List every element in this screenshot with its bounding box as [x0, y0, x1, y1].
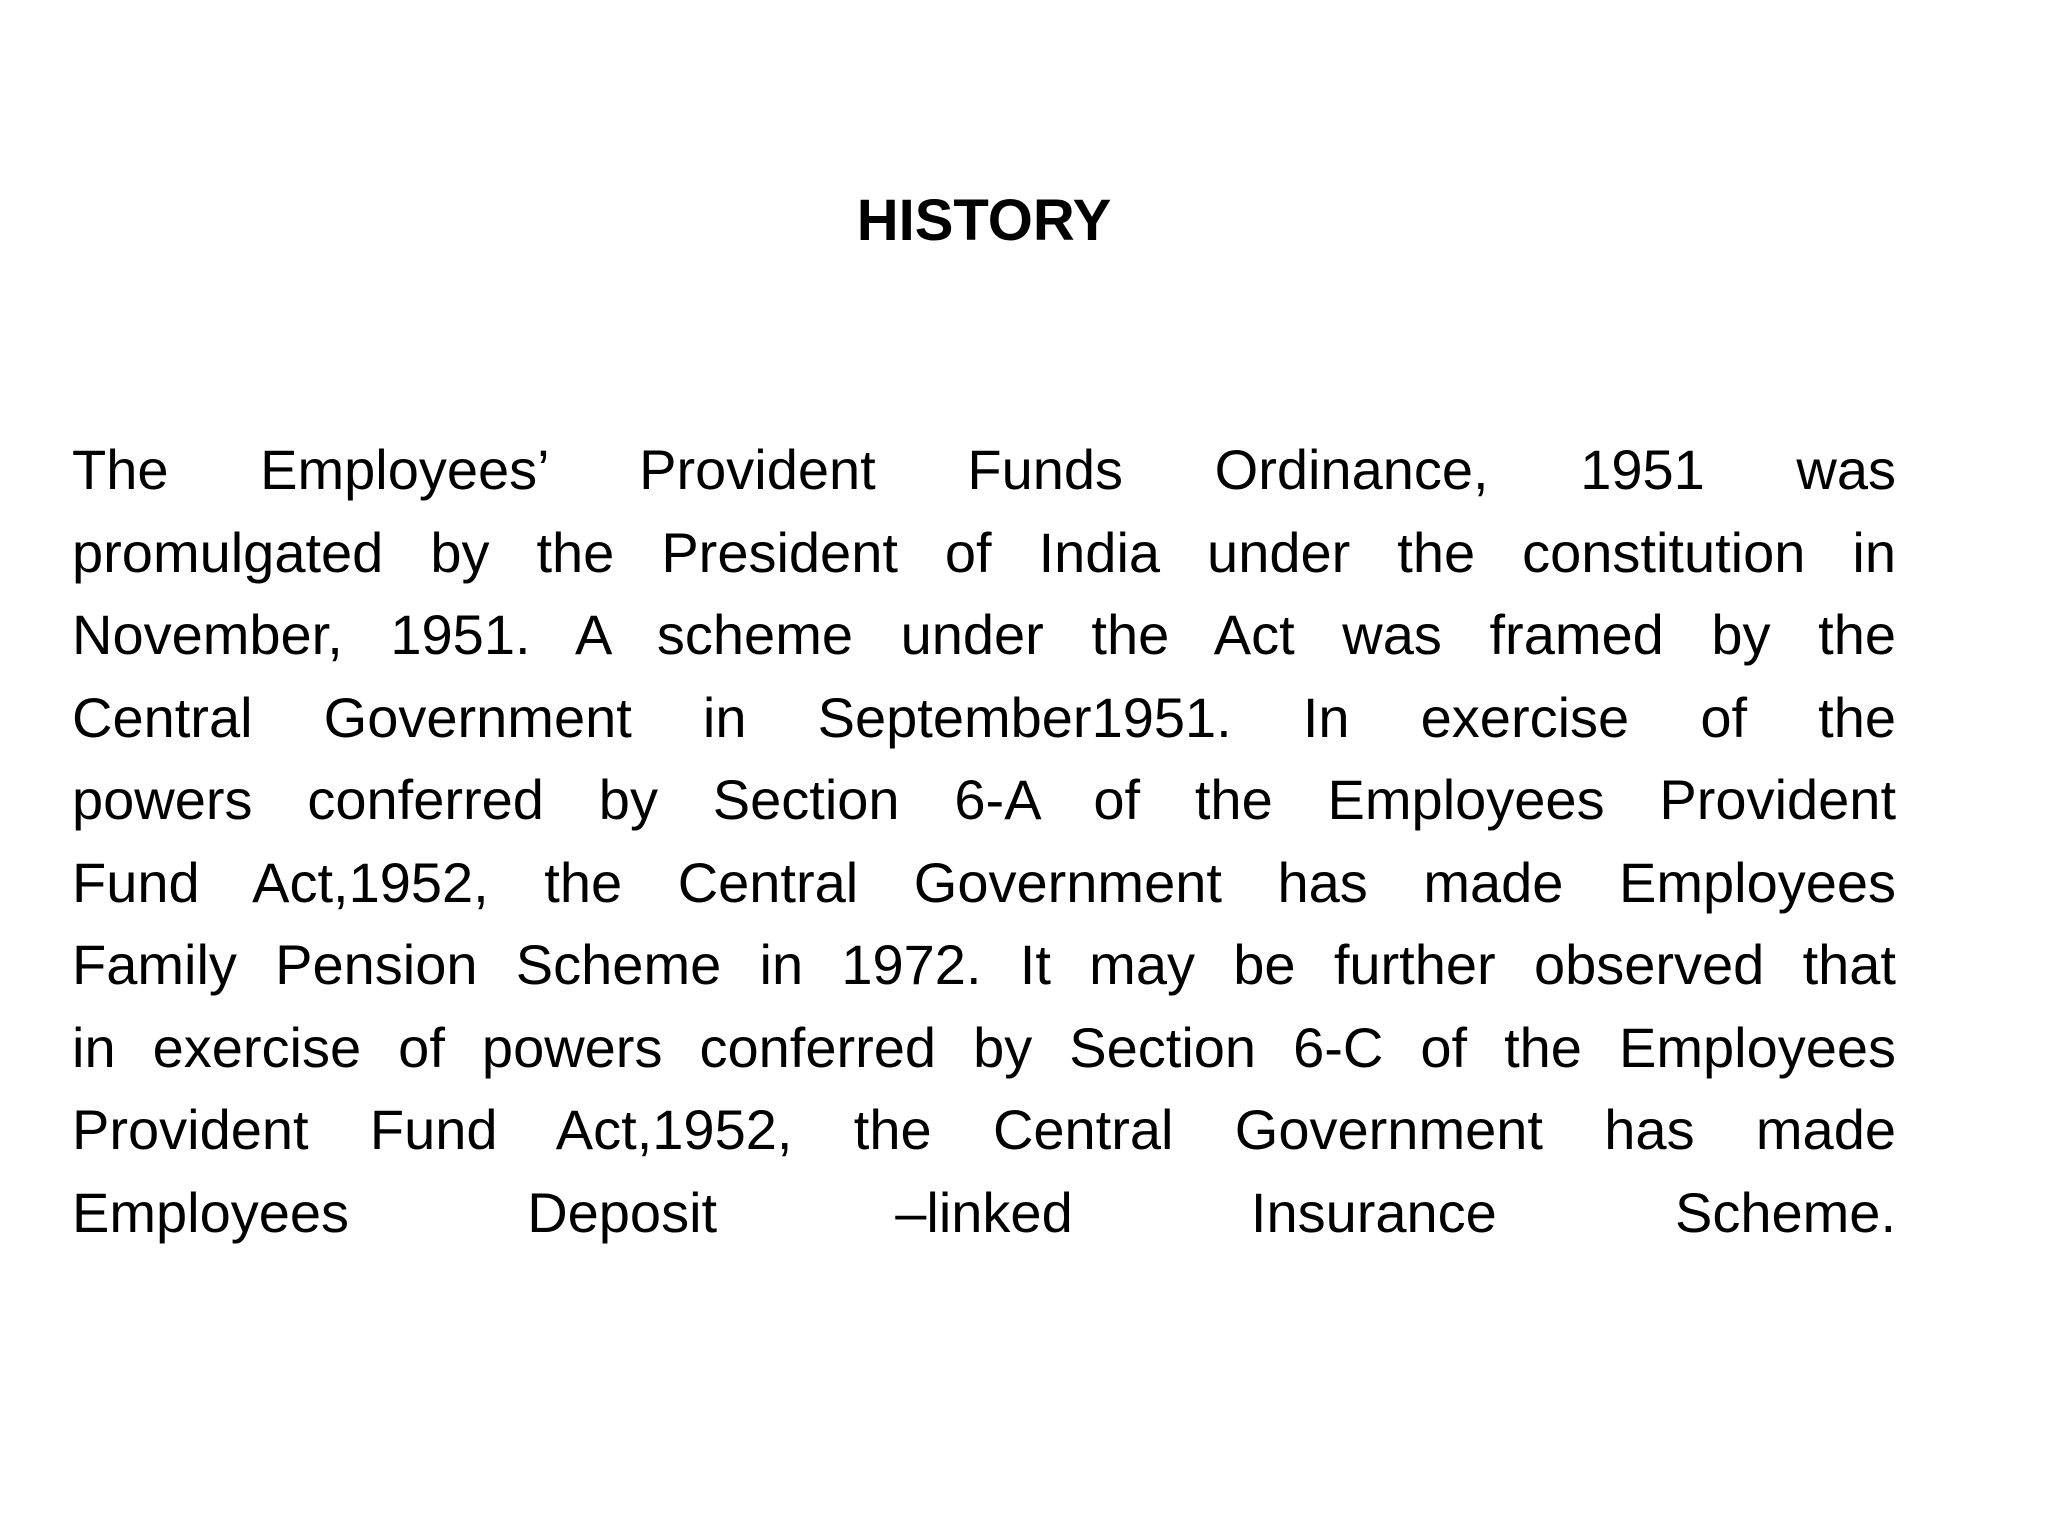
paragraph-line: promulgated by the President of India under the constitution in — [72, 520, 1896, 584]
slide-title: HISTORY — [856, 188, 1112, 253]
paragraph-line: in exercise of powers conferred by Section 6-C of the Employees — [72, 1015, 1896, 1079]
paragraph-line: powers conferred by Section 6-A of the Employees Provident — [72, 768, 1896, 831]
paragraph-line: November, 1951. A scheme under the Act was framed by the — [72, 603, 1896, 666]
paragraph-line: Fund Act,1952, the Central Government has made Employees — [72, 850, 1896, 914]
paragraph-line: Family Pension Scheme in 1972. It may be further observed that — [72, 933, 1896, 996]
paragraph-line: Provident Fund Act,1952, the Central Government has made — [72, 1098, 1896, 1161]
paragraph-line: The Employees’ Provident Funds Ordinance, 1951 was — [72, 438, 1896, 501]
paragraph-line: Employees Deposit –linked Insurance Scheme. — [72, 1180, 1896, 1244]
paragraph-line: Central Government in September1951. In exercise of the — [72, 685, 1896, 749]
history-paragraph — [72, 429, 1896, 1254]
